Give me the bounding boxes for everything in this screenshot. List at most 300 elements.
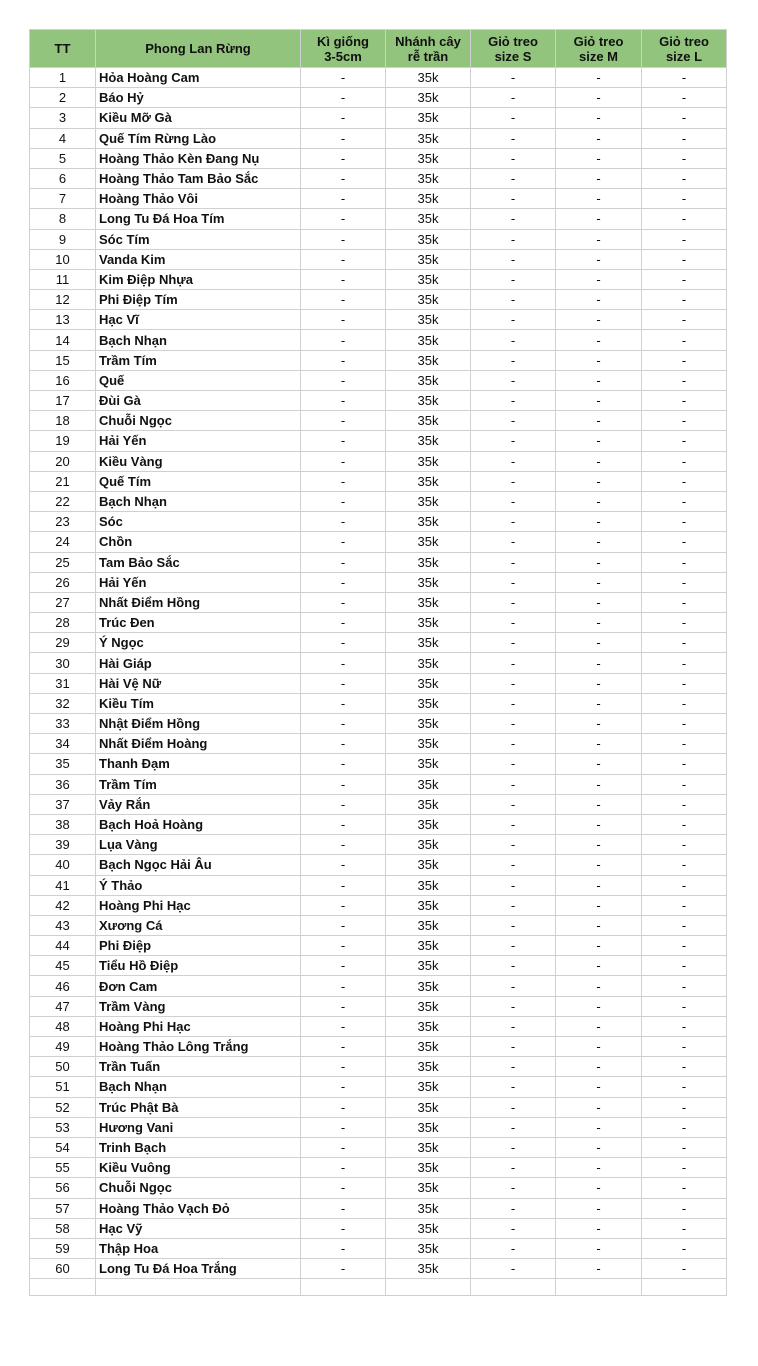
cell-branch: 35k — [386, 391, 471, 411]
cell-seedling: - — [301, 734, 386, 754]
cell-tt: 34 — [30, 734, 96, 754]
cell-basket-s: - — [471, 814, 556, 834]
cell-basket-s: - — [471, 249, 556, 269]
cell-branch: 35k — [386, 875, 471, 895]
table-row — [30, 1178, 727, 1198]
cell-name: Hài Giáp — [96, 653, 301, 673]
cell-basket-s: - — [471, 1117, 556, 1137]
cell-seedling: - — [301, 835, 386, 855]
cell-branch: 35k — [386, 128, 471, 148]
header-seedling — [301, 30, 386, 68]
table-row — [30, 249, 727, 269]
cell-name: Trúc Đen — [96, 613, 301, 633]
cell-tt: 45 — [30, 956, 96, 976]
cell-branch: 35k — [386, 774, 471, 794]
table-row — [30, 1218, 727, 1238]
cell-name: Đơn Cam — [96, 976, 301, 996]
cell-branch: 35k — [386, 451, 471, 471]
cell-name: Sóc Tím — [96, 229, 301, 249]
cell-basket-l: - — [642, 1178, 727, 1198]
cell-tt: 28 — [30, 613, 96, 633]
cell-tt: 56 — [30, 1178, 96, 1198]
cell-basket-m: - — [556, 350, 642, 370]
cell-basket-s: - — [471, 350, 556, 370]
table-row — [30, 491, 727, 511]
cell-basket-l: - — [642, 411, 727, 431]
cell-branch: 35k — [386, 1057, 471, 1077]
cell-name: Hoàng Thảo Vạch Đỏ — [96, 1198, 301, 1218]
cell-basket-l: - — [642, 1158, 727, 1178]
cell-branch: 35k — [386, 491, 471, 511]
table-row — [30, 1158, 727, 1178]
cell-basket-m: - — [556, 1259, 642, 1279]
cell-seedling: - — [301, 1178, 386, 1198]
cell-seedling: - — [301, 1097, 386, 1117]
cell-tt: 7 — [30, 189, 96, 209]
cell-basket-m: - — [556, 168, 642, 188]
table-row — [30, 592, 727, 612]
cell-basket-m: - — [556, 915, 642, 935]
cell-basket-l: - — [642, 814, 727, 834]
cell-basket-s: - — [471, 1077, 556, 1097]
cell-tt: 2 — [30, 88, 96, 108]
header-basket-s-line1: Giỏ treo — [488, 33, 538, 49]
cell-seedling: - — [301, 1057, 386, 1077]
table-row — [30, 956, 727, 976]
cell-name: Trinh Bạch — [96, 1137, 301, 1157]
cell-branch: 35k — [386, 209, 471, 229]
cell-basket-l: - — [642, 168, 727, 188]
cell-basket-s: - — [471, 168, 556, 188]
cell-branch: 35k — [386, 895, 471, 915]
cell-basket-s: - — [471, 835, 556, 855]
cell-tt: 37 — [30, 794, 96, 814]
cell-name: Bạch Nhạn — [96, 491, 301, 511]
cell-basket-s: - — [471, 1259, 556, 1279]
cell-seedling: - — [301, 471, 386, 491]
cell-basket-l: - — [642, 88, 727, 108]
cell-branch: 35k — [386, 370, 471, 390]
cell-tt: 23 — [30, 512, 96, 532]
cell-basket-m: - — [556, 1037, 642, 1057]
cell-name: Sóc — [96, 512, 301, 532]
cell-basket-l: - — [642, 956, 727, 976]
cell-name: Hoàng Phi Hạc — [96, 895, 301, 915]
empty-cell — [642, 1279, 727, 1296]
cell-basket-m: - — [556, 229, 642, 249]
cell-name: Long Tu Đá Hoa Trắng — [96, 1259, 301, 1279]
cell-basket-m: - — [556, 532, 642, 552]
cell-basket-m: - — [556, 411, 642, 431]
cell-basket-s: - — [471, 1097, 556, 1117]
cell-basket-s: - — [471, 1198, 556, 1218]
table-row — [30, 734, 727, 754]
cell-name: Hạc Vĩ — [96, 310, 301, 330]
cell-basket-s: - — [471, 1238, 556, 1258]
cell-branch: 35k — [386, 269, 471, 289]
cell-seedling: - — [301, 915, 386, 935]
cell-tt: 26 — [30, 572, 96, 592]
cell-basket-s: - — [471, 613, 556, 633]
cell-name: Hoàng Thảo Kèn Đang Nụ — [96, 148, 301, 168]
cell-basket-m: - — [556, 451, 642, 471]
cell-tt: 55 — [30, 1158, 96, 1178]
cell-basket-s: - — [471, 290, 556, 310]
empty-cell — [301, 1279, 386, 1296]
cell-seedling: - — [301, 330, 386, 350]
cell-basket-m: - — [556, 754, 642, 774]
cell-basket-m: - — [556, 471, 642, 491]
cell-basket-m: - — [556, 189, 642, 209]
cell-basket-s: - — [471, 956, 556, 976]
header-row — [30, 30, 727, 68]
cell-branch: 35k — [386, 1077, 471, 1097]
header-branch-line1: Nhánh cây — [395, 33, 461, 49]
cell-seedling: - — [301, 693, 386, 713]
cell-basket-l: - — [642, 734, 727, 754]
table-row — [30, 148, 727, 168]
cell-tt: 24 — [30, 532, 96, 552]
cell-basket-s: - — [471, 552, 556, 572]
cell-seedling: - — [301, 552, 386, 572]
cell-tt: 3 — [30, 108, 96, 128]
cell-branch: 35k — [386, 976, 471, 996]
cell-name: Chồn — [96, 532, 301, 552]
cell-tt: 52 — [30, 1097, 96, 1117]
cell-name: Bạch Nhạn — [96, 330, 301, 350]
cell-basket-m: - — [556, 512, 642, 532]
cell-name: Ý Thảo — [96, 875, 301, 895]
cell-basket-l: - — [642, 1198, 727, 1218]
cell-tt: 38 — [30, 814, 96, 834]
header-seedling-line1: Kì giống — [317, 33, 369, 49]
table-row — [30, 633, 727, 653]
cell-name: Kiều Tím — [96, 693, 301, 713]
cell-name: Báo Hỷ — [96, 88, 301, 108]
cell-branch: 35k — [386, 996, 471, 1016]
cell-name: Kim Điệp Nhựa — [96, 269, 301, 289]
cell-basket-s: - — [471, 209, 556, 229]
cell-basket-l: - — [642, 269, 727, 289]
table-row — [30, 168, 727, 188]
cell-seedling: - — [301, 814, 386, 834]
cell-tt: 12 — [30, 290, 96, 310]
cell-basket-m: - — [556, 613, 642, 633]
table-row — [30, 915, 727, 935]
cell-basket-l: - — [642, 1077, 727, 1097]
cell-basket-l: - — [642, 613, 727, 633]
table-row — [30, 88, 727, 108]
header-seedling-line2: 3-5cm — [324, 48, 362, 64]
cell-name: Hoàng Thảo Tam Bảo Sắc — [96, 168, 301, 188]
cell-branch: 35k — [386, 754, 471, 774]
cell-seedling: - — [301, 229, 386, 249]
cell-name: Trần Tuấn — [96, 1057, 301, 1077]
table-row — [30, 310, 727, 330]
cell-seedling: - — [301, 774, 386, 794]
cell-basket-m: - — [556, 290, 642, 310]
cell-name: Chuỗi Ngọc — [96, 1178, 301, 1198]
cell-basket-m: - — [556, 269, 642, 289]
cell-basket-m: - — [556, 592, 642, 612]
cell-seedling: - — [301, 956, 386, 976]
cell-seedling: - — [301, 249, 386, 269]
cell-name: Quế Tím — [96, 471, 301, 491]
cell-name: Phi Điệp — [96, 936, 301, 956]
cell-branch: 35k — [386, 1016, 471, 1036]
cell-seedling: - — [301, 1158, 386, 1178]
cell-tt: 11 — [30, 269, 96, 289]
cell-name: Vảy Rắn — [96, 794, 301, 814]
cell-tt: 21 — [30, 471, 96, 491]
cell-basket-l: - — [642, 310, 727, 330]
cell-tt: 51 — [30, 1077, 96, 1097]
cell-basket-s: - — [471, 370, 556, 390]
cell-basket-s: - — [471, 976, 556, 996]
cell-name: Ý Ngọc — [96, 633, 301, 653]
cell-basket-m: - — [556, 1238, 642, 1258]
cell-name: Thập Hoa — [96, 1238, 301, 1258]
empty-cell — [30, 1279, 96, 1296]
cell-name: Chuỗi Ngọc — [96, 411, 301, 431]
cell-seedling: - — [301, 350, 386, 370]
table-row — [30, 875, 727, 895]
cell-tt: 47 — [30, 996, 96, 1016]
cell-basket-l: - — [642, 855, 727, 875]
cell-name: Vanda Kim — [96, 249, 301, 269]
table-row — [30, 653, 727, 673]
cell-seedling: - — [301, 1016, 386, 1036]
cell-branch: 35k — [386, 68, 471, 88]
cell-basket-l: - — [642, 693, 727, 713]
cell-name: Hoàng Thảo Vôi — [96, 189, 301, 209]
cell-basket-l: - — [642, 1037, 727, 1057]
cell-branch: 35k — [386, 108, 471, 128]
cell-seedling: - — [301, 572, 386, 592]
cell-basket-s: - — [471, 88, 556, 108]
cell-basket-l: - — [642, 1057, 727, 1077]
cell-name: Tiểu Hồ Điệp — [96, 956, 301, 976]
cell-seedling: - — [301, 895, 386, 915]
cell-branch: 35k — [386, 350, 471, 370]
cell-branch: 35k — [386, 471, 471, 491]
cell-basket-l: - — [642, 996, 727, 1016]
table-row — [30, 714, 727, 734]
cell-tt: 39 — [30, 835, 96, 855]
cell-basket-m: - — [556, 774, 642, 794]
header-branch-line2: rễ trần — [407, 48, 449, 64]
cell-basket-m: - — [556, 370, 642, 390]
cell-seedling: - — [301, 1077, 386, 1097]
cell-basket-m: - — [556, 835, 642, 855]
cell-basket-m: - — [556, 814, 642, 834]
cell-tt: 17 — [30, 391, 96, 411]
cell-name: Nhật Điểm Hồng — [96, 714, 301, 734]
cell-basket-s: - — [471, 189, 556, 209]
empty-cell — [96, 1279, 301, 1296]
cell-basket-s: - — [471, 895, 556, 915]
cell-basket-s: - — [471, 572, 556, 592]
cell-basket-s: - — [471, 471, 556, 491]
cell-basket-m: - — [556, 653, 642, 673]
cell-basket-m: - — [556, 875, 642, 895]
cell-basket-s: - — [471, 774, 556, 794]
cell-basket-l: - — [642, 915, 727, 935]
cell-basket-m: - — [556, 996, 642, 1016]
table-row — [30, 330, 727, 350]
table-row — [30, 895, 727, 915]
cell-basket-l: - — [642, 1117, 727, 1137]
cell-branch: 35k — [386, 1178, 471, 1198]
table-row — [30, 290, 727, 310]
cell-basket-s: - — [471, 229, 556, 249]
cell-basket-s: - — [471, 269, 556, 289]
cell-seedling: - — [301, 714, 386, 734]
cell-name: Trầm Tím — [96, 774, 301, 794]
table-row — [30, 794, 727, 814]
cell-basket-m: - — [556, 1057, 642, 1077]
cell-basket-l: - — [642, 754, 727, 774]
header-basket-m — [556, 30, 642, 68]
table-row — [30, 693, 727, 713]
header-tt: TT — [30, 30, 96, 68]
table-row — [30, 1198, 727, 1218]
cell-basket-m: - — [556, 1158, 642, 1178]
cell-branch: 35k — [386, 633, 471, 653]
table-row — [30, 1259, 727, 1279]
cell-tt: 30 — [30, 653, 96, 673]
cell-name: Xương Cá — [96, 915, 301, 935]
cell-basket-l: - — [642, 774, 727, 794]
cell-name: Tam Bảo Sắc — [96, 552, 301, 572]
cell-basket-s: - — [471, 693, 556, 713]
cell-branch: 35k — [386, 673, 471, 693]
cell-seedling: - — [301, 411, 386, 431]
cell-name: Bạch Ngọc Hải Âu — [96, 855, 301, 875]
table-row — [30, 1117, 727, 1137]
table-row — [30, 814, 727, 834]
table-row — [30, 1037, 727, 1057]
cell-basket-m: - — [556, 956, 642, 976]
table-row — [30, 229, 727, 249]
table-row — [30, 128, 727, 148]
cell-tt: 57 — [30, 1198, 96, 1218]
cell-basket-l: - — [642, 451, 727, 471]
cell-branch: 35k — [386, 532, 471, 552]
empty-row — [30, 1279, 727, 1296]
cell-seedling: - — [301, 1238, 386, 1258]
cell-tt: 46 — [30, 976, 96, 996]
cell-seedling: - — [301, 754, 386, 774]
cell-basket-m: - — [556, 855, 642, 875]
cell-basket-l: - — [642, 976, 727, 996]
cell-branch: 35k — [386, 653, 471, 673]
table-row — [30, 754, 727, 774]
cell-basket-m: - — [556, 88, 642, 108]
cell-seedling: - — [301, 613, 386, 633]
cell-branch: 35k — [386, 855, 471, 875]
cell-tt: 35 — [30, 754, 96, 774]
cell-branch: 35k — [386, 552, 471, 572]
cell-seedling: - — [301, 451, 386, 471]
cell-basket-s: - — [471, 714, 556, 734]
cell-tt: 15 — [30, 350, 96, 370]
table-row — [30, 936, 727, 956]
cell-basket-l: - — [642, 209, 727, 229]
header-basket-m-line2: size M — [578, 48, 618, 64]
cell-seedling: - — [301, 310, 386, 330]
table-row — [30, 411, 727, 431]
cell-basket-l: - — [642, 148, 727, 168]
table-row — [30, 269, 727, 289]
cell-seedling: - — [301, 996, 386, 1016]
cell-name: Lụa Vàng — [96, 835, 301, 855]
cell-basket-s: - — [471, 653, 556, 673]
table-row — [30, 68, 727, 88]
cell-name: Hoàng Phi Hạc — [96, 1016, 301, 1036]
table-row — [30, 1238, 727, 1258]
cell-basket-s: - — [471, 633, 556, 653]
cell-tt: 20 — [30, 451, 96, 471]
cell-seedling: - — [301, 512, 386, 532]
header-basket-l-line1: Giỏ treo — [659, 33, 709, 49]
cell-seedling: - — [301, 1117, 386, 1137]
cell-tt: 36 — [30, 774, 96, 794]
cell-basket-m: - — [556, 734, 642, 754]
cell-tt: 29 — [30, 633, 96, 653]
cell-branch: 35k — [386, 189, 471, 209]
table-row — [30, 209, 727, 229]
cell-tt: 6 — [30, 168, 96, 188]
cell-name: Hương Vani — [96, 1117, 301, 1137]
table-row — [30, 673, 727, 693]
cell-basket-l: - — [642, 875, 727, 895]
cell-basket-s: - — [471, 491, 556, 511]
cell-name: Bạch Nhạn — [96, 1077, 301, 1097]
cell-tt: 60 — [30, 1259, 96, 1279]
cell-basket-s: - — [471, 673, 556, 693]
cell-basket-m: - — [556, 673, 642, 693]
cell-basket-s: - — [471, 734, 556, 754]
cell-branch: 35k — [386, 714, 471, 734]
table-row — [30, 189, 727, 209]
table-row — [30, 552, 727, 572]
table-row — [30, 1057, 727, 1077]
cell-seedling: - — [301, 290, 386, 310]
table-row — [30, 512, 727, 532]
cell-basket-m: - — [556, 330, 642, 350]
header-basket-l — [642, 30, 727, 68]
header-basket-l-line2: size L — [665, 48, 703, 64]
cell-name: Hải Yến — [96, 431, 301, 451]
cell-branch: 35k — [386, 936, 471, 956]
cell-tt: 14 — [30, 330, 96, 350]
cell-seedling: - — [301, 88, 386, 108]
cell-basket-s: - — [471, 451, 556, 471]
cell-basket-s: - — [471, 108, 556, 128]
cell-basket-m: - — [556, 68, 642, 88]
cell-seedling: - — [301, 209, 386, 229]
cell-seedling: - — [301, 269, 386, 289]
cell-basket-s: - — [471, 1218, 556, 1238]
table-row — [30, 108, 727, 128]
cell-tt: 32 — [30, 693, 96, 713]
orchid-price-table — [29, 29, 727, 1296]
table-row — [30, 1137, 727, 1157]
cell-basket-l: - — [642, 391, 727, 411]
cell-tt: 16 — [30, 370, 96, 390]
cell-basket-s: - — [471, 411, 556, 431]
